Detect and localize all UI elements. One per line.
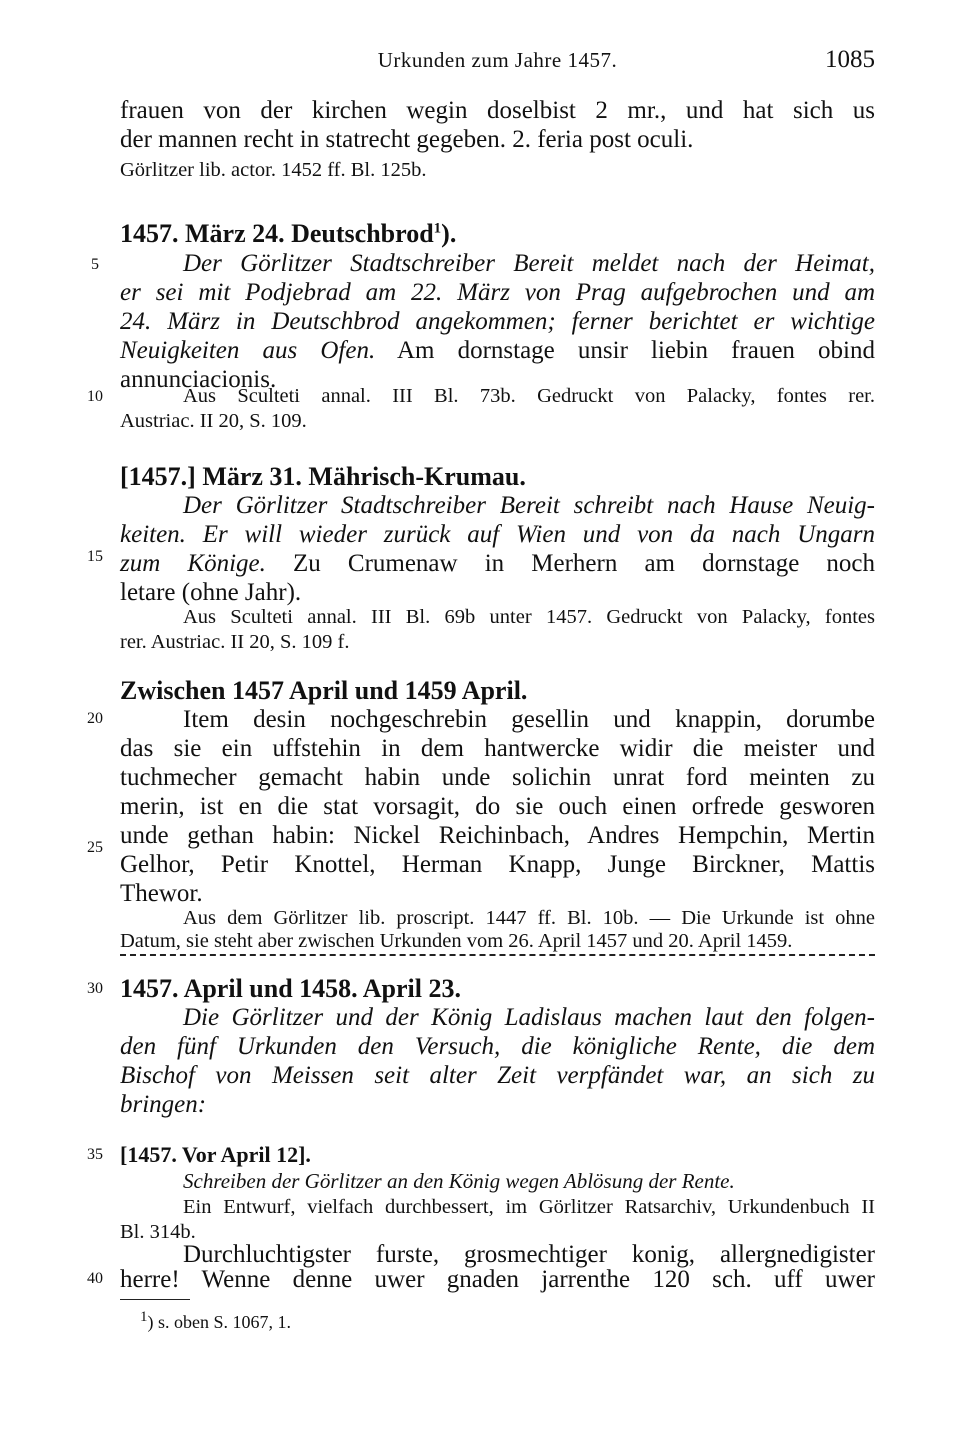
text-line: frauen von der kirchen wegin doselbist 2 mr., und hat sich us (120, 97, 875, 124)
text-line: annunciacionis. (120, 366, 277, 393)
source-note: rer. Austriac. II 20, S. 109 f. (120, 631, 350, 653)
regest-line: Der Görlitzer Stadtschreiber Bereit meldet nach der Heimat, (183, 250, 875, 277)
source-note: Aus dem Görlitzer lib. proscript. 1447 ff. Bl. 10b. — Die Urkunde ist ohne (183, 907, 875, 929)
text-line: herre! Wenne denne uwer gnaden jarrenthe 120 sch. uff uwer (120, 1266, 875, 1293)
footnote-marker: 1 (433, 220, 442, 237)
text-line: Durchluchtigster furste, grosmechtiger konig, allergnedigister (183, 1241, 875, 1268)
page-number: 1085 (825, 46, 875, 73)
regest-line: Der Görlitzer Stadtschreiber Bereit schreibt nach Hause Neuig- (183, 492, 875, 519)
regest-line: er sei mit Podjebrad am 22. März von Prag aufgebrochen und am (120, 279, 875, 306)
source-note: Aus Sculteti annal. III Bl. 73b. Gedruckt von Palacky, fontes rer. (183, 385, 875, 407)
line-number: 30 (87, 980, 103, 997)
source-note: Austriac. II 20, S. 109. (120, 410, 307, 432)
footnote: $^1$) s. oben S. 1067, 1. (140, 1309, 291, 1332)
text-line: der mannen recht in statrecht gegeben. 2. feria post oculi. (120, 126, 694, 153)
source-note: Ein Entwurf, vielfach durchbessert, im Görlitzer Ratsarchiv, Urkundenbuch II (183, 1196, 875, 1218)
line-number: 25 (87, 839, 103, 856)
text-line: Thewor. (120, 880, 203, 907)
section-divider (120, 954, 875, 956)
line-number: 5 (91, 256, 99, 273)
text-line: Item desin nochgeschrebin gesellin und knappin, dorumbe (183, 706, 875, 733)
source-note: Aus Sculteti annal. III Bl. 69b unter 1457. Gedruckt von Palacky, fontes (183, 606, 875, 628)
regest-line: keiten. Er will wieder zurück auf Wien und von da nach Ungarn (120, 521, 875, 548)
document-heading: 1457. April und 1458. April 23. (120, 974, 461, 1003)
regest-line: Neuigkeiten aus Ofen. Am dornstage unsir liebin frauen obind (120, 337, 875, 364)
source-note: Görlitzer lib. actor. 1452 ff. Bl. 125b. (120, 159, 427, 181)
text-line: letare (ohne Jahr). (120, 579, 302, 606)
document-heading: Zwischen 1457 April und 1459 April. (120, 676, 528, 705)
line-number: 10 (87, 388, 103, 405)
document-heading: [1457.] März 31. Mährisch-Krumau. (120, 462, 526, 491)
line-number: 20 (87, 710, 103, 727)
page-header (120, 48, 875, 78)
text-line: merin, ist en die stat vorsagit, do sie ouch einen orfrede gesworen (120, 793, 875, 820)
regest-line: Schreiben der Görlitzer an den König wegen Ablösung der Rente. (183, 1169, 735, 1193)
text-line: unde gethan habin: Nickel Reichinbach, Andres Hempchin, Mertin (120, 822, 875, 849)
text-line: das sie ein uffstehin in dem hantwercke widir die meister und (120, 735, 875, 762)
line-number: 40 (87, 1270, 103, 1287)
document-heading: [1457. Vor April 12]. (120, 1142, 311, 1167)
regest-line: bringen: (120, 1091, 207, 1118)
source-note: Datum, sie steht aber zwischen Urkunden vom 26. April 1457 und 20. April 1459. (120, 930, 793, 952)
regest-line: zum Könige. Zu Crumenaw in Merhern am dornstage noch (120, 550, 876, 577)
regest-line: Die Görlitzer und der König Ladislaus machen laut den folgen- (183, 1004, 875, 1031)
regest-line: Bischof von Meissen seit alter Zeit verpfändet war, an sich zu (120, 1062, 875, 1089)
document-heading: 1457. März 24. Deutschbrod$^1$). (120, 219, 457, 248)
regest-line: 24. März in Deutschbrod angekommen; ferner berichtet er wichtige (120, 308, 875, 335)
running-title: Urkunden zum Jahre 1457. (377, 48, 618, 72)
line-number: 35 (87, 1146, 103, 1163)
footnote-rule (120, 1299, 190, 1300)
regest-line: den fünf Urkunden den Versuch, die königliche Rente, die dem (120, 1033, 875, 1060)
text-line: tuchmecher gemacht habin unde solichin unrat ford meinten zu (120, 764, 875, 791)
text-line: Gelhor, Petir Knottel, Herman Knapp, Junge Birckner, Mattis (120, 851, 875, 878)
line-number: 15 (87, 548, 103, 565)
source-note: Bl. 314b. (120, 1221, 196, 1243)
